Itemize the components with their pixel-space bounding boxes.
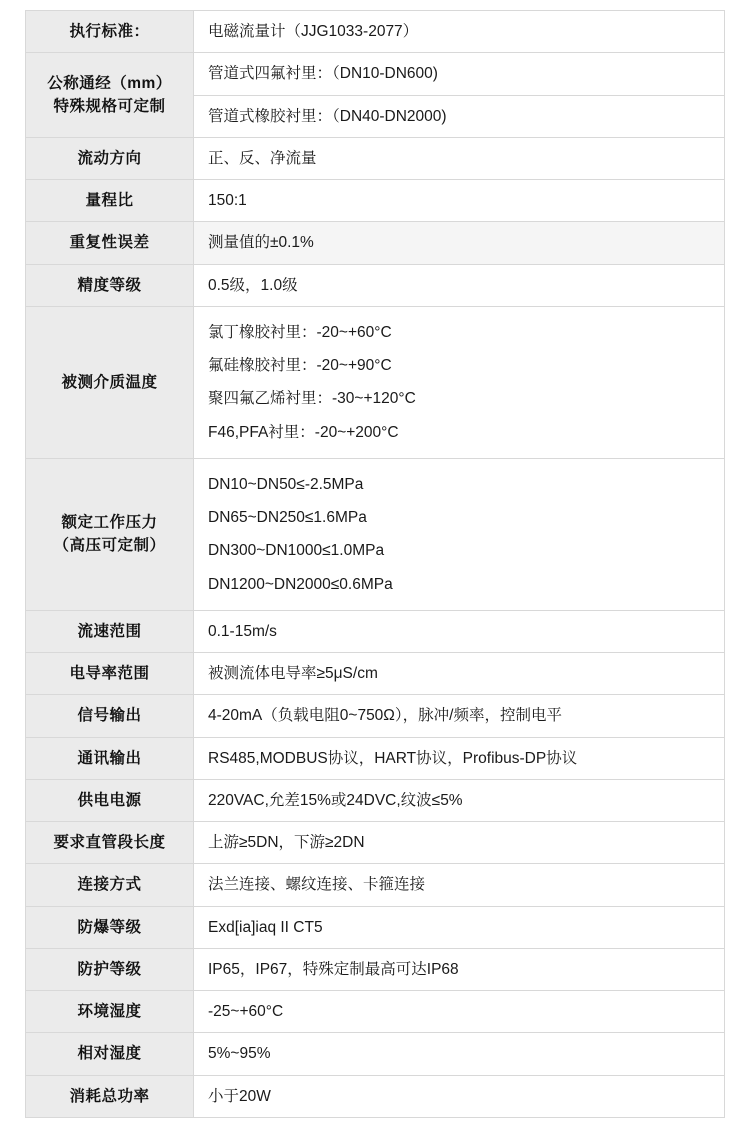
row-value-flow-direction: 正、反、净流量 <box>194 137 725 179</box>
medium-temperature-item: 聚四氟乙烯衬里：-30~+120°C <box>208 390 416 408</box>
row-label-nominal-diameter-line2: 特殊规格可定制 <box>53 98 166 115</box>
rated-pressure-item: DN300~DN1000≤1.0MPa <box>208 542 385 560</box>
row-label-communication-output: 通讯输出 <box>26 737 194 779</box>
row-label-relative-humidity: 相对湿度 <box>26 1033 194 1075</box>
table-row <box>26 610 725 652</box>
row-label-power-supply: 供电电源 <box>26 779 194 821</box>
medium-temperature-item: 氟硅橡胶衬里：-20~+90°C <box>208 357 392 374</box>
table-row <box>26 458 725 610</box>
table-row <box>26 137 725 179</box>
row-value-straight-pipe-length: 上游≥5DN，下游≥2DN <box>194 822 725 864</box>
row-value-ambient-temperature: -25~+60°C <box>194 991 725 1033</box>
row-value-velocity-range: 0.1-15m/s <box>194 610 725 652</box>
row-label-nominal-diameter <box>26 53 194 138</box>
row-value-total-power-consumption: 小于20W <box>194 1075 725 1117</box>
table-row <box>26 779 725 821</box>
row-value-connection-type: 法兰连接、螺纹连接、卡箍连接 <box>194 864 725 906</box>
table-row <box>26 822 725 864</box>
specification-table-body <box>26 11 725 1118</box>
row-label-rated-pressure-line1: 额定工作压力 <box>61 514 158 531</box>
table-row <box>26 53 725 95</box>
row-label-repeatability-error: 重复性误差 <box>26 222 194 264</box>
row-value-power-supply: 220VAC,允差15%或24DVC,纹波≤5% <box>194 779 725 821</box>
table-row <box>26 1033 725 1075</box>
row-label-conductivity-range: 电导率范围 <box>26 653 194 695</box>
row-label-accuracy-grade: 精度等级 <box>26 264 194 306</box>
row-value-turndown-ratio: 150:1 <box>194 180 725 222</box>
table-row <box>26 906 725 948</box>
row-label-rated-pressure-line2: （高压可定制） <box>53 537 166 555</box>
row-value-nominal-diameter-ptfe: 管道式四氟衬里：（DN10-DN600) <box>194 53 725 95</box>
table-row <box>26 180 725 222</box>
table-row <box>26 737 725 779</box>
table-row <box>26 948 725 990</box>
row-label-explosion-proof-grade: 防爆等级 <box>26 906 194 948</box>
row-label-nominal-diameter-line1: 公称通经（mm） <box>47 74 172 92</box>
row-label-protection-grade: 防护等级 <box>26 948 194 990</box>
row-label-velocity-range: 流速范围 <box>26 610 194 652</box>
specification-table <box>25 10 725 1118</box>
table-row <box>26 306 725 458</box>
row-label-medium-temperature: 被测介质温度 <box>26 306 194 458</box>
row-value-accuracy-grade: 0.5级，1.0级 <box>194 264 725 306</box>
row-value-nominal-diameter-rubber: 管道式橡胶衬里：（DN40-DN2000) <box>194 95 725 137</box>
row-value-medium-temperature <box>194 306 725 458</box>
row-label-signal-output: 信号输出 <box>26 695 194 737</box>
row-label-rated-pressure <box>26 458 194 610</box>
row-label-execution-standard: 执行标准： <box>26 11 194 53</box>
row-label-ambient-temperature: 环境湿度 <box>26 991 194 1033</box>
rated-pressure-item: DN1200~DN2000≤0.6MPa <box>208 575 393 593</box>
row-value-execution-standard: 电磁流量计（JJG1033-2077） <box>194 11 725 53</box>
row-value-signal-output: 4-20mA（负载电阻0~750Ω），脉冲/频率，控制电平 <box>194 695 725 737</box>
row-value-conductivity-range: 被测流体电导率≥5μS/cm <box>194 653 725 695</box>
table-row <box>26 1075 725 1117</box>
row-label-total-power-consumption: 消耗总功率 <box>26 1075 194 1117</box>
table-row <box>26 695 725 737</box>
row-label-flow-direction: 流动方向 <box>26 137 194 179</box>
rated-pressure-item: DN10~DN50≤-2.5MPa <box>208 475 364 493</box>
table-row <box>26 11 725 53</box>
row-value-explosion-proof-grade: Exd[ia]iaq II CT5 <box>194 906 725 948</box>
table-row <box>26 222 725 264</box>
row-value-rated-pressure <box>194 458 725 610</box>
row-value-relative-humidity: 5%~95% <box>194 1033 725 1075</box>
medium-temperature-item: 氯丁橡胶衬里：-20~+60°C <box>208 323 392 341</box>
table-row <box>26 864 725 906</box>
row-value-communication-output: RS485,MODBUS协议，HART协议，Profibus-DP协议 <box>194 737 725 779</box>
medium-temperature-item: F46,PFA衬里：-20~+200°C <box>208 423 399 441</box>
row-label-straight-pipe-length: 要求直管段长度 <box>26 822 194 864</box>
row-value-protection-grade: IP65，IP67，特殊定制最高可达IP68 <box>194 948 725 990</box>
row-value-repeatability-error: 测量值的±0.1% <box>194 222 725 264</box>
row-label-connection-type: 连接方式 <box>26 864 194 906</box>
rated-pressure-item: DN65~DN250≤1.6MPa <box>208 509 367 526</box>
table-row <box>26 653 725 695</box>
row-label-turndown-ratio: 量程比 <box>26 180 194 222</box>
table-row <box>26 991 725 1033</box>
table-row <box>26 264 725 306</box>
